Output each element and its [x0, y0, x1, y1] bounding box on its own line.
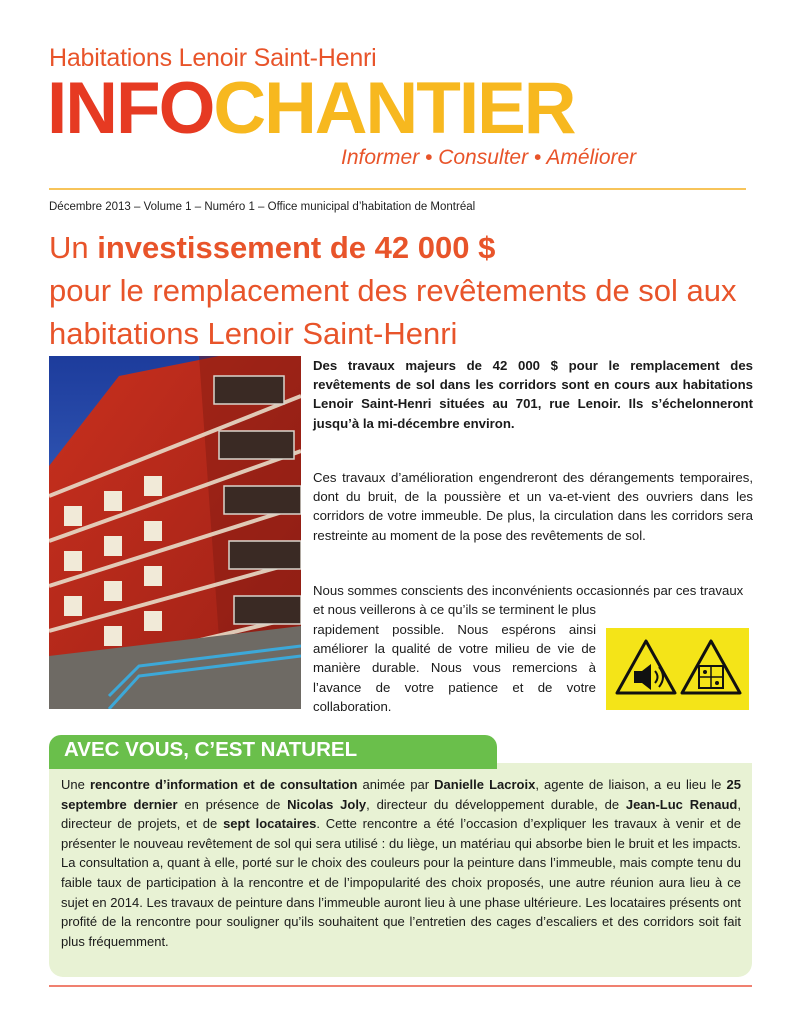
headline-bold: investissement de 42 000 $: [97, 230, 496, 265]
article-paragraph-2-start: Nous sommes conscients des inconvénients occasionnés par ces travaux et nous veillerons à ce qu’ils se terminent le plus: [313, 583, 744, 618]
section-bold-6: sept locataires: [223, 816, 317, 832]
title-info: INFO: [47, 68, 214, 149]
section-text-4: en présence de: [177, 796, 288, 812]
section-bold-2: Danielle Lacroix: [434, 777, 536, 792]
noise-warning-icon: [617, 641, 675, 693]
article-intro: Des travaux majeurs de 42 000 $ pour le remplacement des revêtements de sol dans les corridors sont en cours aux habitations Lenoir Saint-Henri situées au 701, rue Lenoir. Ils s’échelonneront jusqu’à la mi-décembre environ.: [313, 358, 753, 431]
section-bold-4: Nicolas Joly: [287, 796, 367, 812]
section-text-6: , directeur de projets, et de: [61, 796, 741, 832]
article-paragraph-1: Ces travaux d’amélioration engendreront des dérangements temporaires, dont du bruit, de la poussière et un va-et-vient des ouvriers dans les corridors de votre immeuble. De plus, la circulation dans les corridors sera restreinte au moment de la pose des revêtements de sol.: [313, 470, 753, 543]
section-text-3: , agente de liaison, a eu lieu le: [535, 777, 727, 792]
newsletter-title: [47, 68, 575, 149]
dust-warning-icon: [682, 641, 740, 693]
section-bold-1: rencontre d’information et de consultation: [89, 777, 358, 792]
headline-rest: pour le remplacement des revêtements de sol aux habitations Lenoir Saint-Henri: [49, 273, 737, 351]
organization-name: Habitations Lenoir Saint-Henri: [49, 44, 377, 72]
section-text-5: , directeur du développement durable, de: [366, 796, 626, 812]
section-text-2: animée par: [357, 777, 435, 792]
building-illustration: [49, 356, 301, 709]
warning-icons-box: [606, 628, 749, 710]
issue-line: Décembre 2013 – Volume 1 – Numéro 1 – Office municipal d’habitation de Montréal: [49, 201, 476, 213]
section-bold-3: 25 septembre dernier: [61, 777, 741, 812]
footer-divider: [49, 985, 752, 987]
section-bold-5: Jean-Luc Renaud: [625, 796, 738, 812]
section-paragraph: [61, 775, 741, 951]
title-chantier: CHANTIER: [213, 68, 575, 149]
header-divider: [49, 188, 746, 190]
apartment-building-photo: [49, 356, 301, 709]
tagline: Informer • Consulter • Améliorer: [341, 146, 637, 169]
headline-prefix: Un: [49, 230, 98, 265]
section-title: AVEC VOUS, C’EST NATUREL: [64, 738, 358, 761]
article-headline: [49, 226, 769, 355]
article-paragraph-2-end: rapidement possible. Nous espérons ainsi améliorer la qualité de votre milieu de vie de manière durable. Nous vous remercions à l’avance de votre patience et de votre collaboration.: [313, 622, 596, 714]
section-text-1: Une: [61, 777, 90, 792]
warning-signs: [609, 631, 746, 707]
section-text-7: . Cette rencontre a été l’occasion d’expliquer les travaux à venir et de présenter le nouveau revêtement de sol qui sera utilisé : du liège, un matériau qui absorbe bien le bruit et les impacts. La consultation a, quant à elle, porté sur le choix des couleurs pour la peinture dans l’immeuble, mais compte tenu du faible taux de participation à la rencontre et de l’impopularité des choix proposés, une autre réunion aura lieu à ce sujet en 2014. Les travaux de peinture dans l’immeuble auront lieu à une phase ultérieure. Les locataires présents ont profité de la rencontre pour souligner qu’ils souhaitent que l’entretien des cages d’escaliers et des corridors soit fait plus fréquemment.: [61, 816, 742, 949]
